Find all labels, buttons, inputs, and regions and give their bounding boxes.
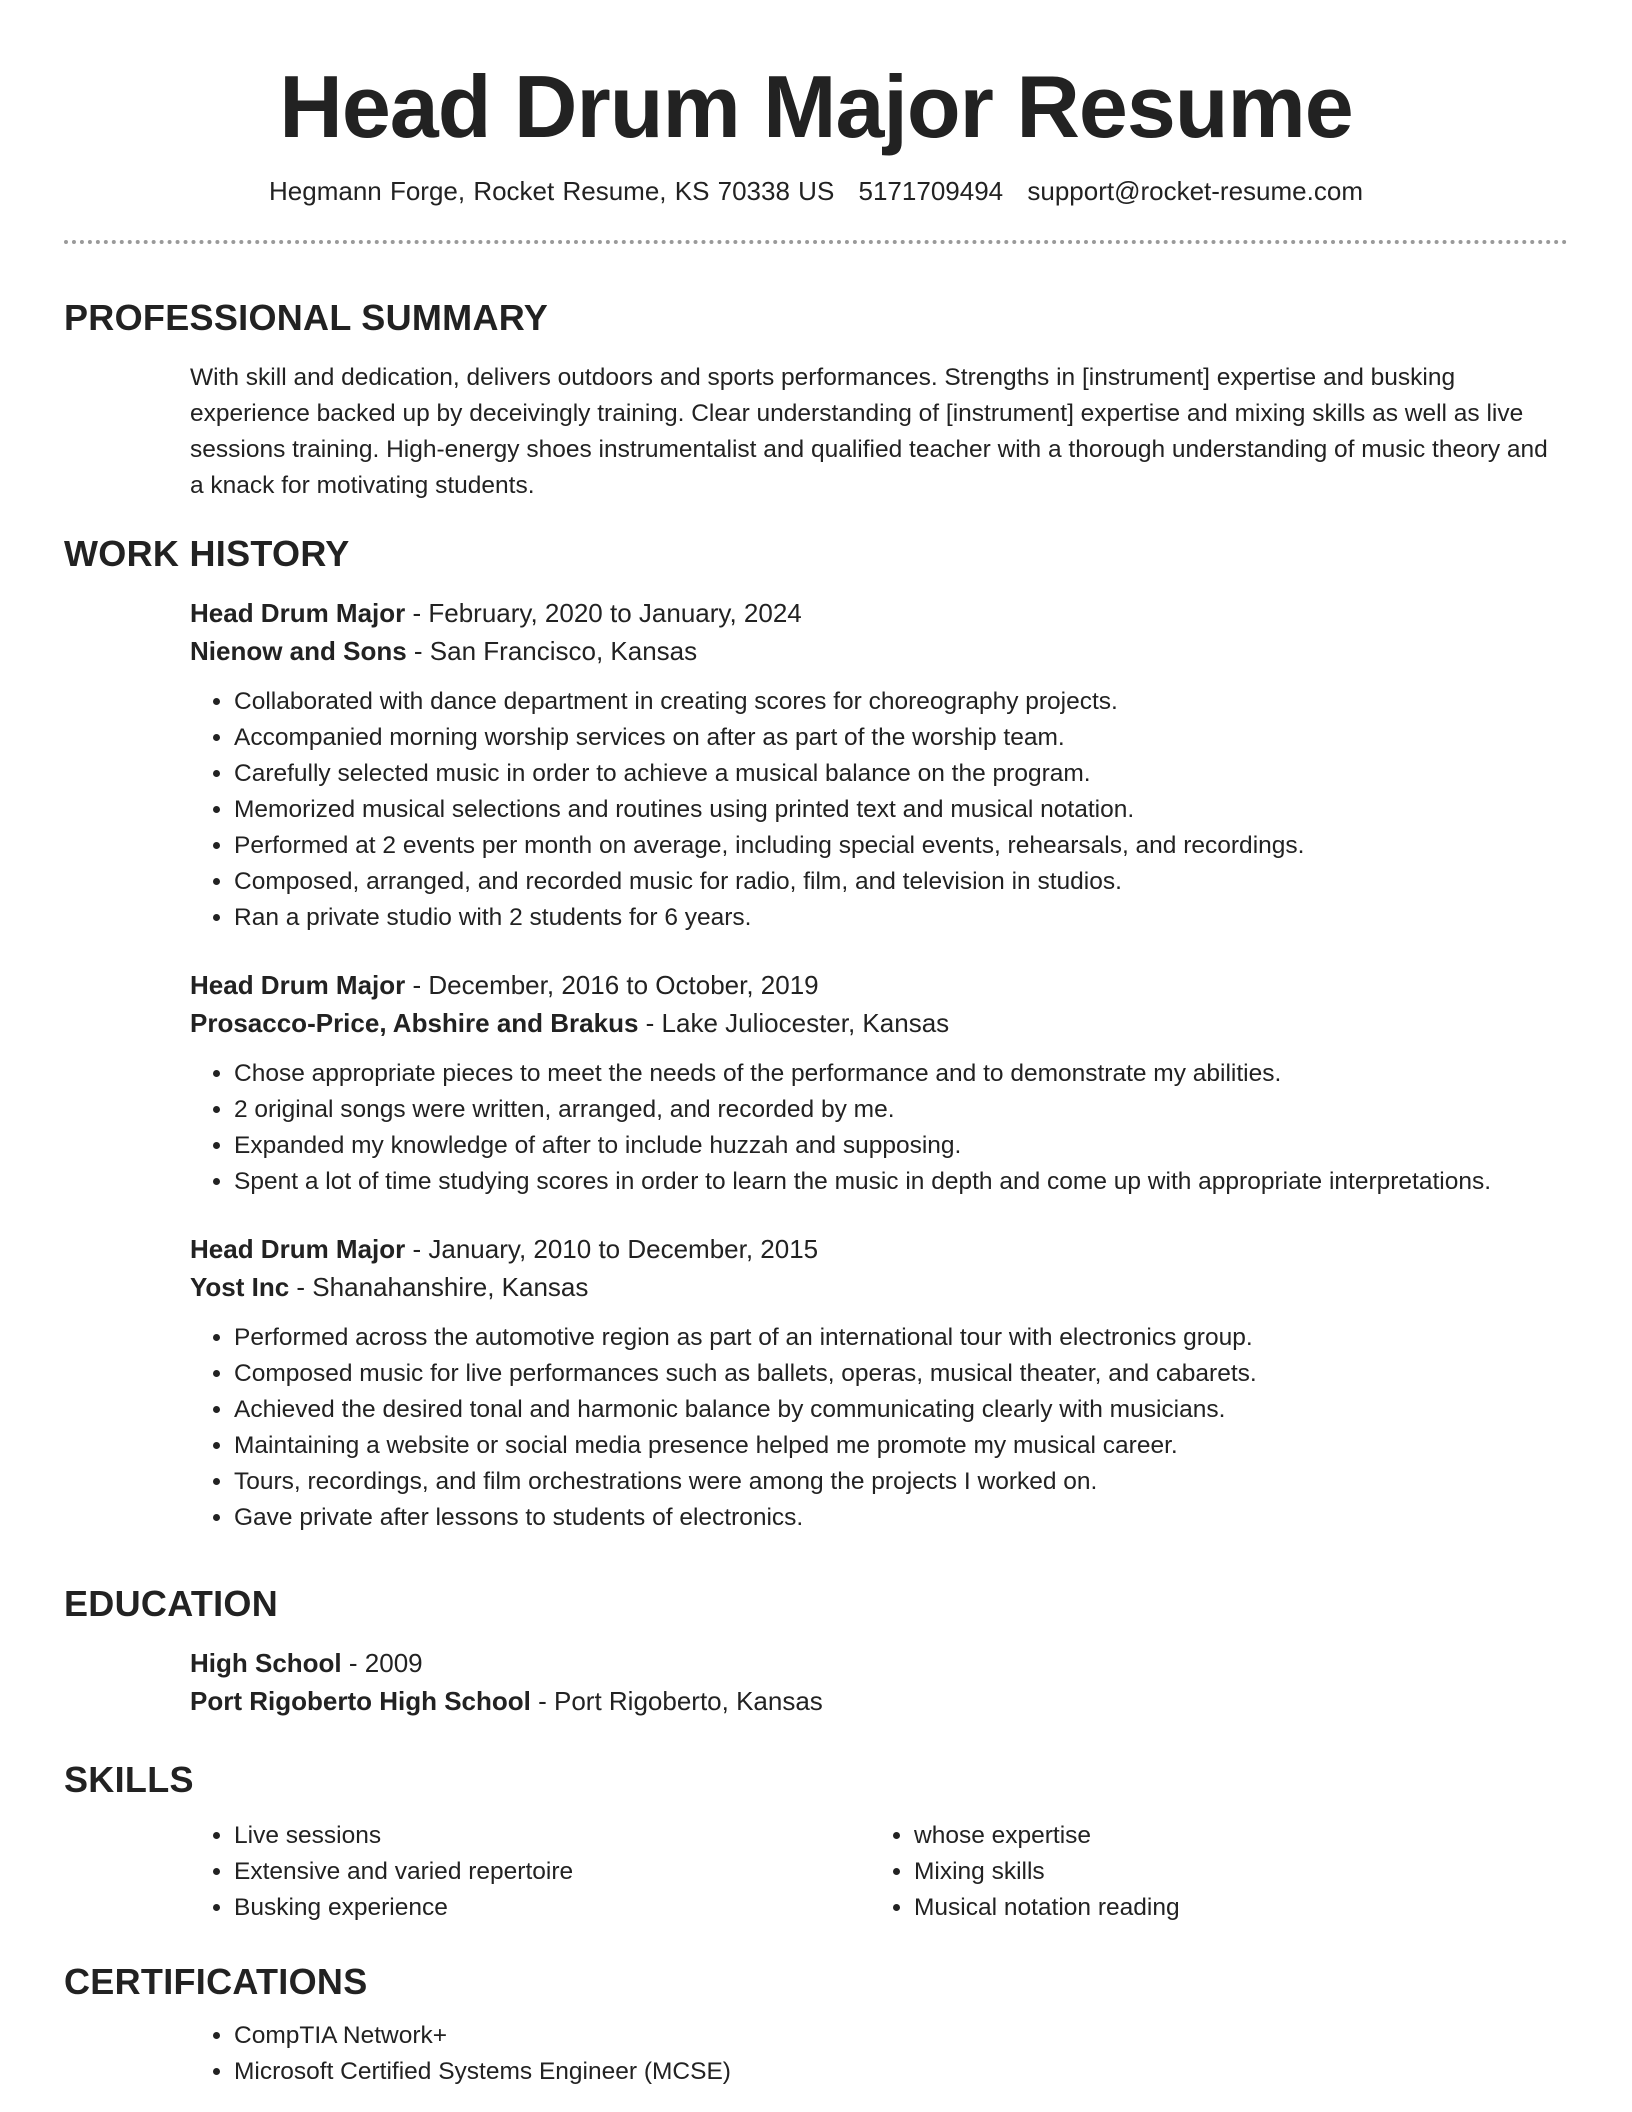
- job-title: Head Drum Major: [190, 598, 406, 628]
- job-company-line: [190, 1004, 1568, 1042]
- list-item: • Spent a lot of time studying scores in order to learn the music in depth and come up with appropriate interpretations.: [234, 1164, 1568, 1200]
- list-item: • Achieved the desired tonal and harmonic balance by communicating clearly with musicians.: [234, 1392, 1568, 1428]
- list-item: • Mixing skills: [914, 1854, 1550, 1890]
- degree: High School: [190, 1648, 342, 1678]
- certifications-section: [64, 1960, 1568, 2090]
- list-item: • Musical notation reading: [914, 1890, 1550, 1926]
- list-item: • Memorized musical selections and routines using printed text and musical notation.: [234, 792, 1568, 828]
- list-item: • Tours, recordings, and film orchestrations were among the projects I worked on.: [234, 1464, 1568, 1500]
- job-title: Head Drum Major: [190, 1234, 406, 1264]
- graduation-year: - 2009: [341, 1648, 423, 1678]
- job-bullets: [190, 1320, 1568, 1536]
- certifications-heading: CERTIFICATIONS: [64, 1961, 368, 2002]
- job-title-line: [190, 966, 1568, 1004]
- job-entry: [190, 594, 1568, 936]
- list-item: • Maintaining a website or social media presence helped me promote my musical career.: [234, 1428, 1568, 1464]
- skills-column-left: [190, 1818, 870, 1926]
- education-section: [64, 1582, 1568, 1720]
- job-bullets: [190, 1056, 1568, 1200]
- summary-section: [64, 296, 1568, 504]
- list-item: • Microsoft Certified Systems Engineer (MCSE): [234, 2054, 1568, 2090]
- job-title-line: [190, 1230, 1568, 1268]
- job-entry: [190, 966, 1568, 1200]
- certifications-list-wrap: [190, 2018, 1568, 2090]
- job-dates: - January, 2010 to December, 2015: [405, 1234, 819, 1264]
- job-company: Yost Inc: [190, 1272, 290, 1302]
- skills-column-right: [870, 1818, 1550, 1926]
- list-item: • Composed music for live performances such as ballets, operas, musical theater, and cabarets.: [234, 1356, 1568, 1392]
- list-item: • Chose appropriate pieces to meet the needs of the performance and to demonstrate my abilities.: [234, 1056, 1568, 1092]
- list-item: • Extensive and varied repertoire: [234, 1854, 870, 1890]
- education-entry: [190, 1644, 1568, 1720]
- job-title-line: [190, 594, 1568, 632]
- skills-heading: SKILLS: [64, 1759, 194, 1800]
- work-history-heading: WORK HISTORY: [64, 533, 350, 574]
- job-company-line: [190, 1268, 1568, 1306]
- skills-section: [64, 1758, 1568, 1926]
- list-item: • whose expertise: [914, 1818, 1550, 1854]
- list-item: • Performed at 2 events per month on average, including special events, rehearsals, and recordings.: [234, 828, 1568, 864]
- list-item: • 2 original songs were written, arranged, and recorded by me.: [234, 1092, 1568, 1128]
- resume-title: Head Drum Major Resume: [279, 57, 1353, 156]
- school-location: - Port Rigoberto, Kansas: [530, 1686, 823, 1716]
- job-dates: - February, 2020 to January, 2024: [405, 598, 802, 628]
- summary-heading: PROFESSIONAL SUMMARY: [64, 297, 549, 338]
- contact-email: support@rocket-resume.com: [1027, 176, 1363, 206]
- list-item: • Busking experience: [234, 1890, 870, 1926]
- job-entry: [190, 1230, 1568, 1536]
- list-item: • Accompanied morning worship services on after as part of the worship team.: [234, 720, 1568, 756]
- certifications-list: [190, 2018, 1568, 2090]
- list-item: • Collaborated with dance department in creating scores for choreography projects.: [234, 684, 1568, 720]
- education-heading: EDUCATION: [64, 1583, 279, 1624]
- job-company-line: [190, 632, 1568, 670]
- school-name: Port Rigoberto High School: [190, 1686, 531, 1716]
- job-bullets: [190, 684, 1568, 936]
- job-dates: - December, 2016 to October, 2019: [405, 970, 819, 1000]
- job-location: - San Francisco, Kansas: [406, 636, 698, 666]
- work-history-section: [64, 532, 1568, 1536]
- list-item: • CompTIA Network+: [234, 2018, 1568, 2054]
- list-item: • Live sessions: [234, 1818, 870, 1854]
- header-divider: [64, 240, 1568, 244]
- list-item: • Gave private after lessons to students of electronics.: [234, 1500, 1568, 1536]
- list-item: • Composed, arranged, and recorded music for radio, film, and television in studios.: [234, 864, 1568, 900]
- degree-line: [190, 1644, 1568, 1682]
- resume-page: [64, 0, 1568, 2085]
- list-item: • Expanded my knowledge of after to include huzzah and supposing.: [234, 1128, 1568, 1164]
- skills-grid: [190, 1818, 1568, 1926]
- job-title: Head Drum Major: [190, 970, 406, 1000]
- job-company: Prosacco-Price, Abshire and Brakus: [190, 1008, 639, 1038]
- job-company: Nienow and Sons: [190, 636, 407, 666]
- school-line: [190, 1682, 1568, 1720]
- contact-address: Hegmann Forge, Rocket Resume, KS 70338 US: [269, 176, 835, 206]
- job-location: - Shanahanshire, Kansas: [289, 1272, 589, 1302]
- list-item: • Ran a private studio with 2 students for 6 years.: [234, 900, 1568, 936]
- job-location: - Lake Juliocester, Kansas: [638, 1008, 950, 1038]
- list-item: • Performed across the automotive region as part of an international tour with electronics group.: [234, 1320, 1568, 1356]
- contact-line: [64, 174, 1568, 208]
- contact-phone: 5171709494: [858, 176, 1004, 206]
- summary-text: With skill and dedication, delivers outdoors and sports performances. Strengths in [instrument] expertise and busking experience backed up by deceivingly training. Clear understanding of [instrument] expertise and mixing skills as well as live sessions training. High-energy shoes instrumentalist and qualified teacher with a thorough understanding of music theory and a knack for motivating students.: [190, 364, 1548, 499]
- list-item: • Carefully selected music in order to achieve a musical balance on the program.: [234, 756, 1568, 792]
